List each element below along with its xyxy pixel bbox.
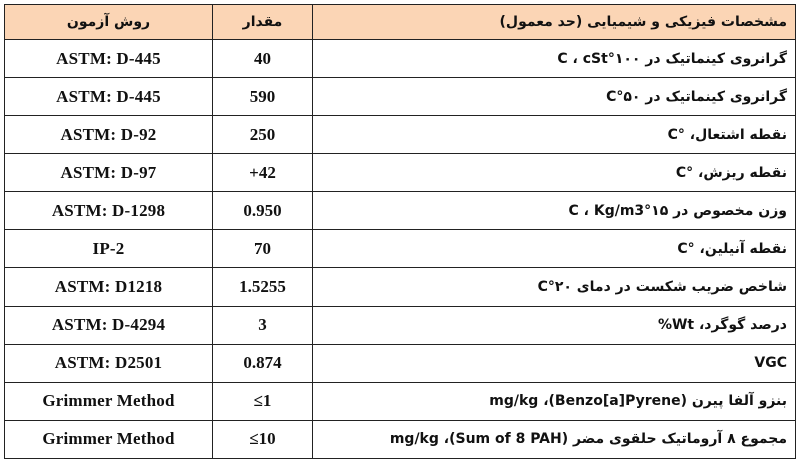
value-cell: +42 bbox=[213, 154, 313, 192]
test-method-cell: ASTM: D1218 bbox=[5, 268, 213, 306]
property-cell: نقطه ریزش، °C bbox=[313, 154, 796, 192]
property-cell: وزن مخصوص در ۱۵°C ، Kg/m3 bbox=[313, 192, 796, 230]
property-cell: گرانروی کینماتیک در ۵۰°C bbox=[313, 78, 796, 116]
header-test-method: روش آزمون bbox=[5, 5, 213, 40]
value-cell: 40 bbox=[213, 40, 313, 78]
table-row bbox=[5, 344, 796, 382]
property-cell: نقطه اشتعال، °C bbox=[313, 116, 796, 154]
test-method-cell: Grimmer Method bbox=[5, 382, 213, 420]
table-row bbox=[5, 192, 796, 230]
test-method-cell: ASTM: D-92 bbox=[5, 116, 213, 154]
property-cell: مجموع ۸ آروماتیک حلقوی مضر (Sum of 8 PAH)، mg/kg bbox=[313, 420, 796, 458]
header-value: مقدار bbox=[213, 5, 313, 40]
table-row bbox=[5, 154, 796, 192]
table-row bbox=[5, 268, 796, 306]
property-cell: VGC bbox=[313, 344, 796, 382]
test-method-cell: ASTM: D-97 bbox=[5, 154, 213, 192]
table-row bbox=[5, 78, 796, 116]
header-property: مشخصات فیزیکی و شیمیایی (حد معمول) bbox=[313, 5, 796, 40]
property-cell: درصد گوگرد، Wt% bbox=[313, 306, 796, 344]
test-method-cell: ASTM: D-4294 bbox=[5, 306, 213, 344]
table-row bbox=[5, 382, 796, 420]
value-cell: 3 bbox=[213, 306, 313, 344]
value-cell: 250 bbox=[213, 116, 313, 154]
value-cell: ≤10 bbox=[213, 420, 313, 458]
table-row bbox=[5, 116, 796, 154]
specs-table-container bbox=[4, 4, 796, 459]
test-method-cell: ASTM: D-445 bbox=[5, 78, 213, 116]
value-cell: 1.5255 bbox=[213, 268, 313, 306]
table-row bbox=[5, 40, 796, 78]
table-row bbox=[5, 420, 796, 458]
value-cell: ≤1 bbox=[213, 382, 313, 420]
test-method-cell: Grimmer Method bbox=[5, 420, 213, 458]
specs-table bbox=[4, 4, 796, 459]
test-method-cell: IP-2 bbox=[5, 230, 213, 268]
property-cell: شاخص ضریب شکست در دمای ۲۰°C bbox=[313, 268, 796, 306]
value-cell: 0.874 bbox=[213, 344, 313, 382]
property-cell: گرانروی کینماتیک در ۱۰۰°C ، cSt bbox=[313, 40, 796, 78]
test-method-cell: ASTM: D2501 bbox=[5, 344, 213, 382]
test-method-cell: ASTM: D-445 bbox=[5, 40, 213, 78]
value-cell: 70 bbox=[213, 230, 313, 268]
property-cell: نقطه آنیلین، °C bbox=[313, 230, 796, 268]
property-cell: بنزو آلفا پیرن (Benzo[a]Pyrene)، mg/kg bbox=[313, 382, 796, 420]
table-row bbox=[5, 230, 796, 268]
table-row bbox=[5, 306, 796, 344]
value-cell: 0.950 bbox=[213, 192, 313, 230]
test-method-cell: ASTM: D-1298 bbox=[5, 192, 213, 230]
header-row bbox=[5, 5, 796, 40]
value-cell: 590 bbox=[213, 78, 313, 116]
